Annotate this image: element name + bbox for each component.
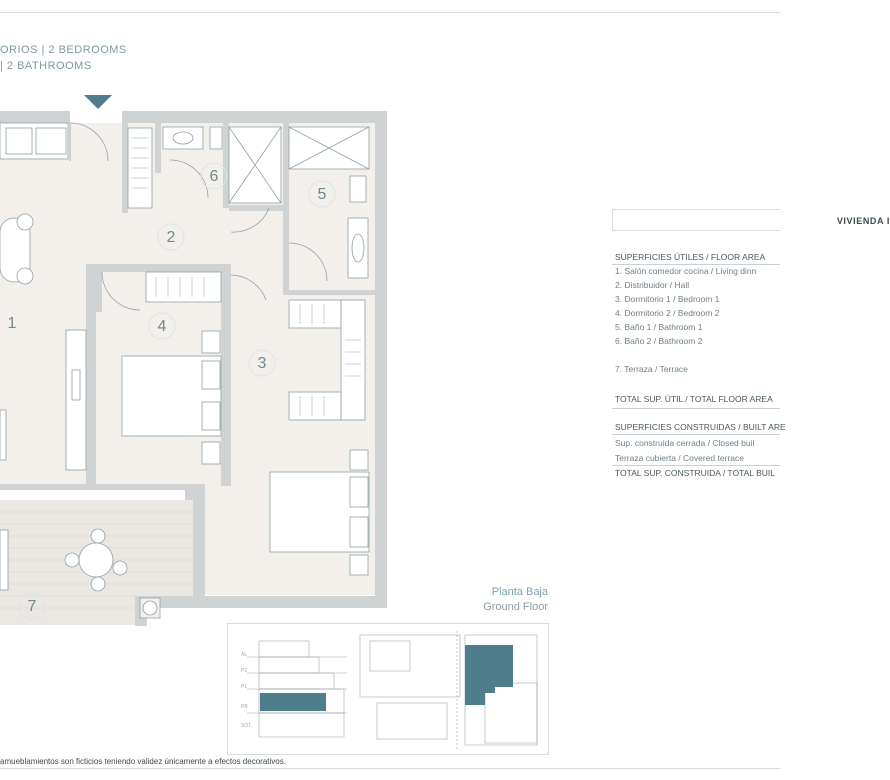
table-rule (612, 408, 780, 409)
areas-table-title: VIVIENDA I (612, 209, 780, 231)
unit-summary-line-1: ORIOS | 2 BEDROOMS (0, 44, 127, 56)
floor-plan (0, 90, 400, 630)
bottom-rule (0, 768, 780, 769)
key-level-at: Át. (241, 652, 248, 658)
furniture-disclaimer: amueblamientos son ficticios teniendo validez únicamente a efectos decorativos. (0, 757, 286, 766)
floor-item-2: 2. Distribuidor / Hall (615, 280, 690, 290)
room-label-2: 2 (166, 229, 176, 247)
key-level-pb: PB (241, 704, 248, 710)
room-label-5: 5 (317, 186, 327, 204)
floor-caption-en: Ground Floor (483, 601, 548, 613)
built-area-header: SUPERFICIES CONSTRUIDAS / BUILT ARE (615, 422, 786, 432)
floor-item-6: 6. Baño 2 / Bathroom 2 (615, 336, 703, 346)
room-label-4: 4 (157, 318, 167, 336)
kitchen-counter (0, 123, 68, 159)
key-level-p2: P2 (241, 668, 248, 674)
floor-item-5: 5. Baño 1 / Bathroom 1 (615, 322, 703, 332)
floor-caption-es: Planta Baja (491, 586, 548, 598)
areas-table (612, 209, 890, 478)
total-built-area: TOTAL SUP. CONSTRUIDA / TOTAL BUIL (615, 468, 775, 478)
floor-item-3: 3. Dormitorio 1 / Bedroom 1 (615, 294, 720, 304)
key-level-p1: P1 (241, 684, 248, 690)
table-rule (612, 264, 780, 265)
floor-item-1: 1. Salón comedor cocina / Living dinn (615, 266, 757, 276)
key-level-sot: SÓT. (241, 723, 253, 729)
room-label-6: 6 (209, 168, 219, 186)
room-label-3: 3 (257, 355, 267, 373)
room-label-1: 1 (7, 315, 17, 333)
key-plan (227, 623, 549, 755)
top-rule (0, 12, 780, 13)
entrance-arrow-icon (84, 95, 112, 109)
built-item-1: Sup. construida cerrada / Closed buil (615, 438, 755, 448)
floor-item-4: 4. Dormitorio 2 / Bedroom 2 (615, 308, 720, 318)
key-plan-highlight-section (260, 693, 326, 711)
total-floor-area: TOTAL SUP. ÚTIL / TOTAL FLOOR AREA (615, 394, 773, 404)
floor-area-header: SUPERFICIES ÚTILES / FLOOR AREA (615, 252, 766, 262)
unit-summary-line-2: | 2 BATHROOMS (0, 60, 92, 72)
room-label-7: 7 (27, 598, 37, 616)
terrace-item: 7. Terraza / Terrace (615, 364, 688, 374)
dining-table-icon (0, 214, 33, 284)
table-rule (612, 434, 780, 435)
table-rule (612, 465, 780, 466)
built-item-2: Terraza cubierta / Covered terrace (615, 453, 744, 463)
